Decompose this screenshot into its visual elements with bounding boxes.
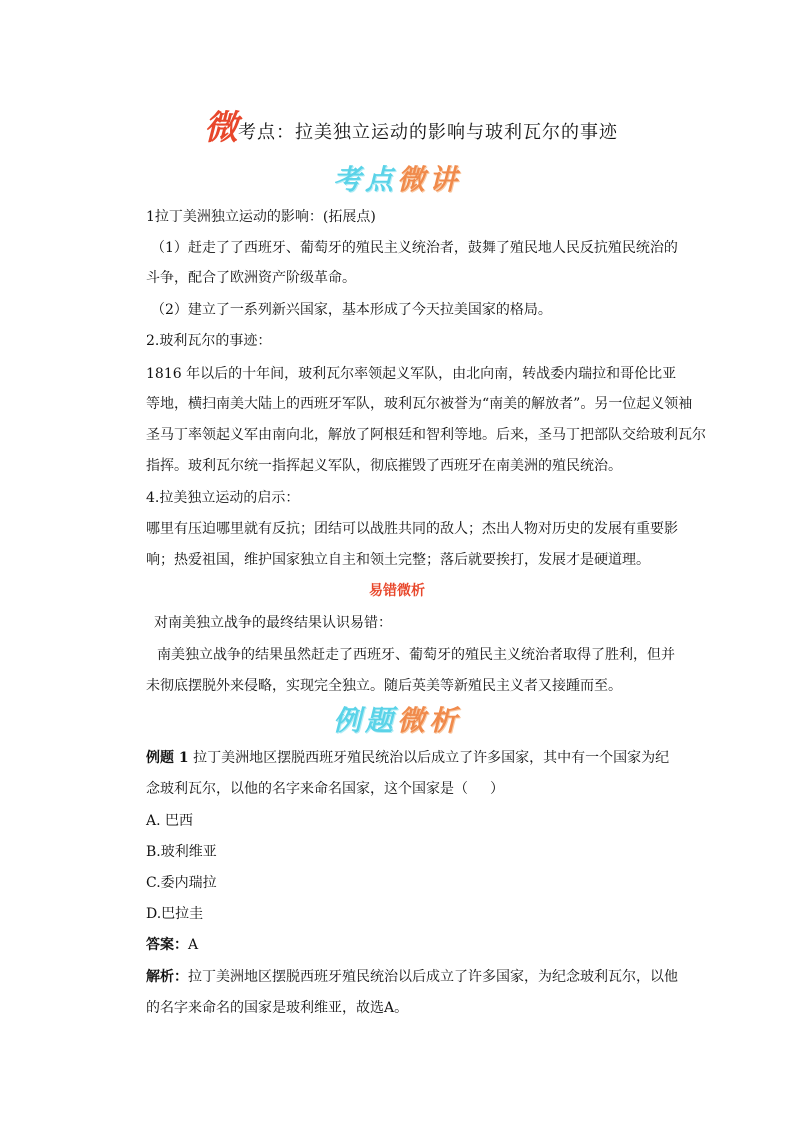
analysis-line2: 的名字来命名的国家是玻利维亚，故选A。 xyxy=(146,1000,409,1016)
example1-question-line2 xyxy=(146,779,504,799)
page-title xyxy=(0,108,794,148)
section2-line4: 指挥。玻利瓦尔统一指挥起义军队，彻底摧毁了西班牙在南美洲的殖民统治。 xyxy=(146,458,622,474)
section1-heading: 1拉丁美洲独立运动的影响：(拓展点) xyxy=(146,209,376,225)
section4-heading: 4.拉美独立运动的启示： xyxy=(146,490,300,506)
banner-lecture-plain: 考点 xyxy=(332,163,397,196)
section4-line2: 响；热爱祖国，维护国家独立自主和领土完整；落后就要挨打，发展才是硬道理。 xyxy=(146,552,650,568)
answer-label: 答案： xyxy=(146,937,188,953)
banner-lecture-accent: 微讲 xyxy=(397,163,462,196)
option-a: A. 巴西 xyxy=(146,813,194,829)
error-analysis-line2: 未彻底摆脱外来侵略，实现完全独立。随后英美等新殖民主义者又接踵而至。 xyxy=(146,678,622,694)
error-analysis-heading: 易错微析 xyxy=(369,583,425,599)
section1-item2: （2）建立了一系列新兴国家，基本形成了今天拉美国家的格局。 xyxy=(151,302,552,318)
title-text: 考点：拉美独立运动的影响与玻利瓦尔的事迹 xyxy=(238,122,618,143)
banner-example-accent: 微析 xyxy=(397,704,462,737)
title-emphasis-char: 微 xyxy=(204,108,238,148)
analysis-line1 xyxy=(146,967,678,987)
section4-line1: 哪里有压迫哪里就有反抗；团结可以战胜共同的敌人；杰出人物对历史的发展有重要影 xyxy=(146,521,678,537)
section1-item1-line2: 斗争，配合了欧洲资产阶级革命。 xyxy=(146,270,356,286)
banner-example xyxy=(0,703,794,739)
section2-line3: 圣马丁率领起义军由南向北，解放了阿根廷和智利等地。后来，圣马丁把部队交给玻利瓦尔 xyxy=(146,427,706,443)
example1-question-close-paren: ） xyxy=(490,781,504,797)
option-c: C.委内瑞拉 xyxy=(146,875,217,891)
analysis-label: 解析： xyxy=(146,969,188,985)
error-analysis-line1: 南美独立战争的结果虽然赶走了西班牙、葡萄牙的殖民主义统治者取得了胜利，但并 xyxy=(157,647,675,663)
example1-label: 例题 1 xyxy=(146,750,189,766)
example1-question-text1: 拉丁美洲地区摆脱西班牙殖民统治以后成立了许多国家，其中有一个国家为纪 xyxy=(193,750,670,766)
option-b: B.玻利维亚 xyxy=(146,844,217,860)
section2-heading: 2.玻利瓦尔的事迹： xyxy=(146,333,272,349)
option-d: D.巴拉圭 xyxy=(146,906,204,922)
section1-item1-line1: （1）赶走了了西班牙、葡萄牙的殖民主义统治者，鼓舞了殖民地人民反抗殖民统治的 xyxy=(151,240,678,256)
section2-line2: 等地，横扫南美大陆上的西班牙军队，玻利瓦尔被誉为“南美的解放者”。另一位起义领袖 xyxy=(146,396,693,412)
section2-line1: 1816 年以后的十年间，玻利瓦尔率领起义军队，由北向南，转战委内瑞拉和哥伦比亚 xyxy=(146,366,677,382)
banner-lecture xyxy=(0,162,794,198)
banner-example-plain: 例题 xyxy=(332,704,397,737)
answer-line xyxy=(146,935,198,955)
analysis-text1: 拉丁美洲地区摆脱西班牙殖民统治以后成立了许多国家，为纪念玻利瓦尔，以他 xyxy=(188,969,678,985)
example1-question-text2: 念玻利瓦尔，以他的名字来命名国家，这个国家是（ xyxy=(146,781,468,797)
answer-value: A xyxy=(188,937,199,953)
error-analysis-intro: 对南美独立战争的最终结果认识易错： xyxy=(154,615,392,631)
example1-question-line1 xyxy=(146,748,669,768)
